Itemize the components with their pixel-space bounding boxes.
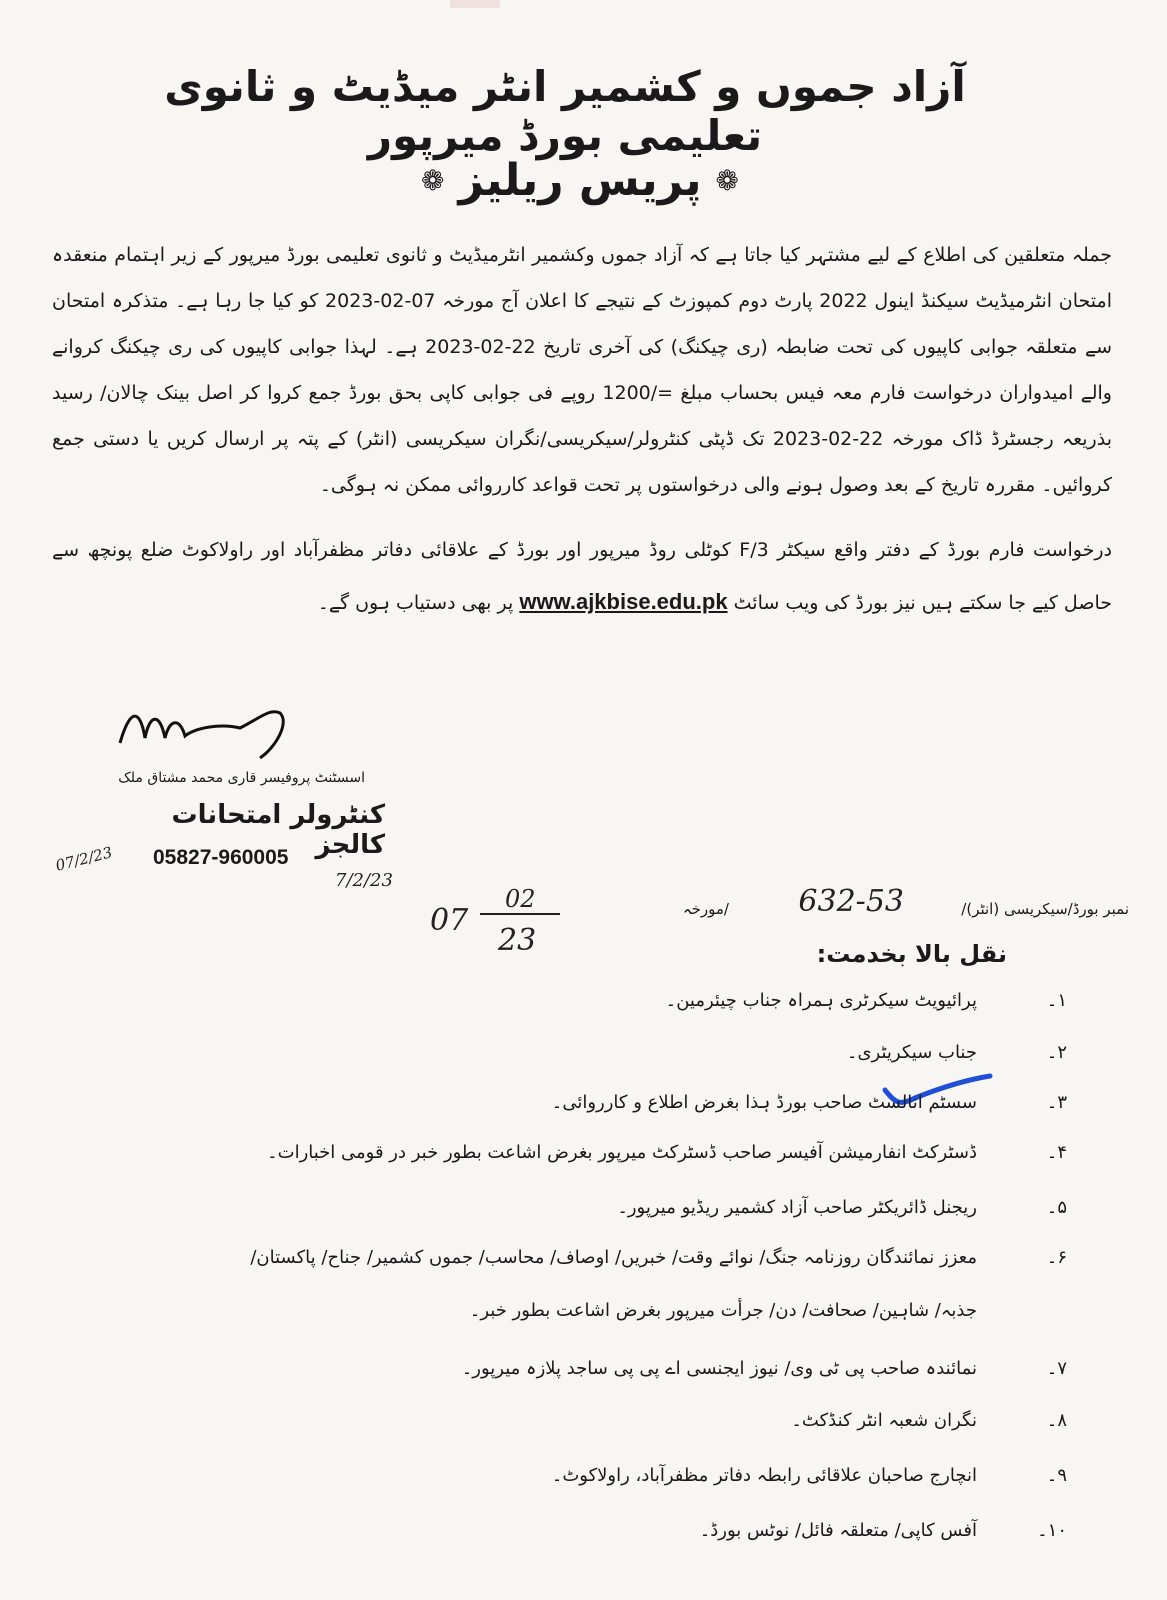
initial-note: 7/2/23 bbox=[335, 870, 393, 891]
date-day: 07 bbox=[430, 903, 469, 938]
phone-number: 05827-960005 bbox=[153, 846, 289, 869]
reference-date-label: /مورخہ bbox=[682, 900, 729, 918]
form-availability-paragraph bbox=[52, 524, 1112, 629]
copy-to-heading: نقل بالا بخدمت: bbox=[816, 940, 1007, 968]
reference-label: نمبر بورڈ/سیکریسی (انٹر)/ bbox=[961, 900, 1129, 918]
ornament-icon: ❁ bbox=[715, 163, 740, 197]
reference-number: 632-53 bbox=[798, 884, 904, 919]
signature-scribble bbox=[110, 688, 310, 768]
form-availability-text: درخواست فارم بورڈ کے دفتر واقع سیکٹر F/3 کوٹلی روڈ میرپور اور بورڈ کے علاقائی دفاتر مظفرآباد اور راولاکوٹ ضلع پونچھ سے حاصل کیے جا سکتے ہیں نیز بورڈ کی ویب سائٹ bbox=[52, 539, 1112, 614]
signatory-title: کنٹرولر امتحانات کالجز bbox=[171, 800, 385, 860]
form-availability-end: پر بھی دستیاب ہوں گے۔ bbox=[317, 592, 514, 614]
date-year: 23 bbox=[498, 923, 537, 958]
ornament-icon: ❁ bbox=[421, 163, 445, 197]
date-month: 02 bbox=[505, 885, 536, 913]
handwritten-date: 07/2/23 bbox=[53, 843, 115, 875]
press-release-title: پریس ریلیز bbox=[458, 154, 702, 206]
top-stamp-mark bbox=[450, 0, 500, 8]
website-link[interactable]: www.ajkbise.edu.pk bbox=[519, 589, 728, 614]
handwritten-reference-date bbox=[430, 885, 570, 975]
press-release-heading bbox=[380, 140, 780, 220]
announcement-paragraph: جملہ متعلقین کی اطلاع کے لیے مشتہر کیا جاتا ہے کہ آزاد جموں وکشمیر انٹرمیڈیٹ و ثانوی تعلیمی بورڈ میرپور کے زیر اہتمام منعقدہ امتحان انٹرمیڈیٹ سیکنڈ اینول 2022 پارٹ دوم کمپوزٹ کے نتیجے کا اعلان آج مورخہ 07-02-2023 کو کیا جا رہا ہے۔ متذکرہ امتحان سے متعلقہ جوابی کاپیوں کی تحت ضابطہ (ری چیکنگ) کی آخری تاریخ 22-02-2023 ہے۔ لہذا جوابی کاپیوں کی ری چیکنگ کروانے والے امیدواران درخواست فارم معہ فیس بحساب مبلغ =/1200 روپے فی جوابی کاپی بحق بورڈ جمع کروا کر اصل بینک چالان/ رسید بذریعہ رجسٹرڈ ڈاک مورخہ 22-02-2023 تک ڈپٹی کنٹرولر/سیکریسی/نگران سیکریسی (انٹر) کے پتہ پر ارسال کریں یا دستی جمع کروائیں۔ مقررہ تاریخ کے بعد وصول ہونے والی درخواستوں پر تحت قواعد کارروائی ممکن نہ ہوگی۔ bbox=[52, 244, 1112, 496]
board-title: آزاد جموں و کشمیر انٹر میڈیٹ و ثانوی تعلیمی بورڈ میرپور bbox=[164, 62, 966, 160]
press-release-document: آزاد جموں و کشمیر انٹر میڈیٹ و ثانوی تعلیمی بورڈ میرپور ❁ پریس ریلیز ❁ جملہ متعلقین کی اطلاع کے لیے مشتہر کیا جاتا ہے کہ آزاد جموں وکشمیر انٹرمیڈیٹ و ثانوی تعلیمی بورڈ میرپور کے زیر اہتمام منعقدہ امتحان انٹرمیڈیٹ سیکنڈ اینول 2022 پارٹ دوم کمپوزٹ کے نتیجے کا اعلان آج مورخہ 07-02-2023 کو کیا جا رہا ہے۔ متذکرہ امتحان سے متعلقہ جوابی کاپیوں کی تحت ضابطہ (ری چیکنگ) کی آخری تاریخ 22-02-2023 ہے۔ لہذا جوابی کاپیوں کی ری چیکنگ کروانے والے امیدواران درخواست فارم معہ فیس بحساب مبلغ =/1200 روپے فی جوابی کاپی بحق بورڈ جمع کروا کر اصل بینک چالان/ رسید بذریعہ رجسٹرڈ ڈاک مورخہ 22-02-2023 تک ڈپٹی کنٹرولر/سیکریسی/نگران سیکریسی (انٹر) کے پتہ پر ارسال کریں یا دستی جمع کروائیں۔ مقررہ تاریخ کے بعد وصول ہونے والی درخواستوں پر تحت قواعد کارروائی ممکن نہ ہوگی۔ درخواست فارم بورڈ کے دفتر واقع سیکٹر F/3 کوٹلی روڈ میرپور اور بورڈ کے علاقائی دفاتر مظفرآباد اور راولاکوٹ ضلع پونچھ سے حاصل کیے جا سکتے ہیں نیز بورڈ کی ویب سائٹ www.ajkbise.edu.pk پر بھی دستیاب ہوں گے۔ اسسٹنٹ پروفیسر قاری محمد مشتاق ملک کنٹرولر امتحانات کالجز 05827-960005 07/2/23 7/2/23 نمبر بورڈ/سیکریسی (انٹر)/ 632-53 /مورخہ 07 02 23 نقل بالا بخدمت: ۱۔ پرائیویٹ سیکرٹری ہمراہ جناب چیئرمین۔ ۲۔ جناب سیکریٹری۔ ۳۔ سسٹم انالسٹ صاحب بورڈ ہذا بغرض اطلاع و کارروائی۔ ۴۔ ڈسٹرکٹ انفارمیشن آفیسر صاحب ڈسٹرکٹ میرپور بغرض اشاعت بطور خبر در قومی اخبارات۔ ۵۔ ریجنل ڈائریکٹر صاحب آزاد کشمیر ریڈیو میرپور۔ ۶۔ معزز نمائندگان روزنامہ جنگ/ نوائے وقت/ خبریں/ اوصاف/ محاسب/ جموں کشمیر/ جناح/ پاکستان/ جذبہ/ شاہین/ صحافت/ دن/ جرأت میرپور بغرض اشاعت بطور خبر۔ ۷۔ نمائندہ صاحب پی ٹی وی/ نیوز ایجنسی اے پی پی ساجد پلازہ میرپور۔ ۸۔ نگران شعبہ انٹر کنڈکٹ۔ ۹۔ انچارج صاحبان علاقائی رابطہ دفاتر مظفرآباد، راولاکوٹ۔ ۱۰۔ آفس کاپی/ متعلقہ فائل/ نوٹس بورڈ۔ bbox=[0, 0, 1167, 1600]
signatory-name: اسسٹنٹ پروفیسر قاری محمد مشتاق ملک bbox=[118, 770, 365, 786]
date-fraction-line bbox=[480, 913, 560, 915]
